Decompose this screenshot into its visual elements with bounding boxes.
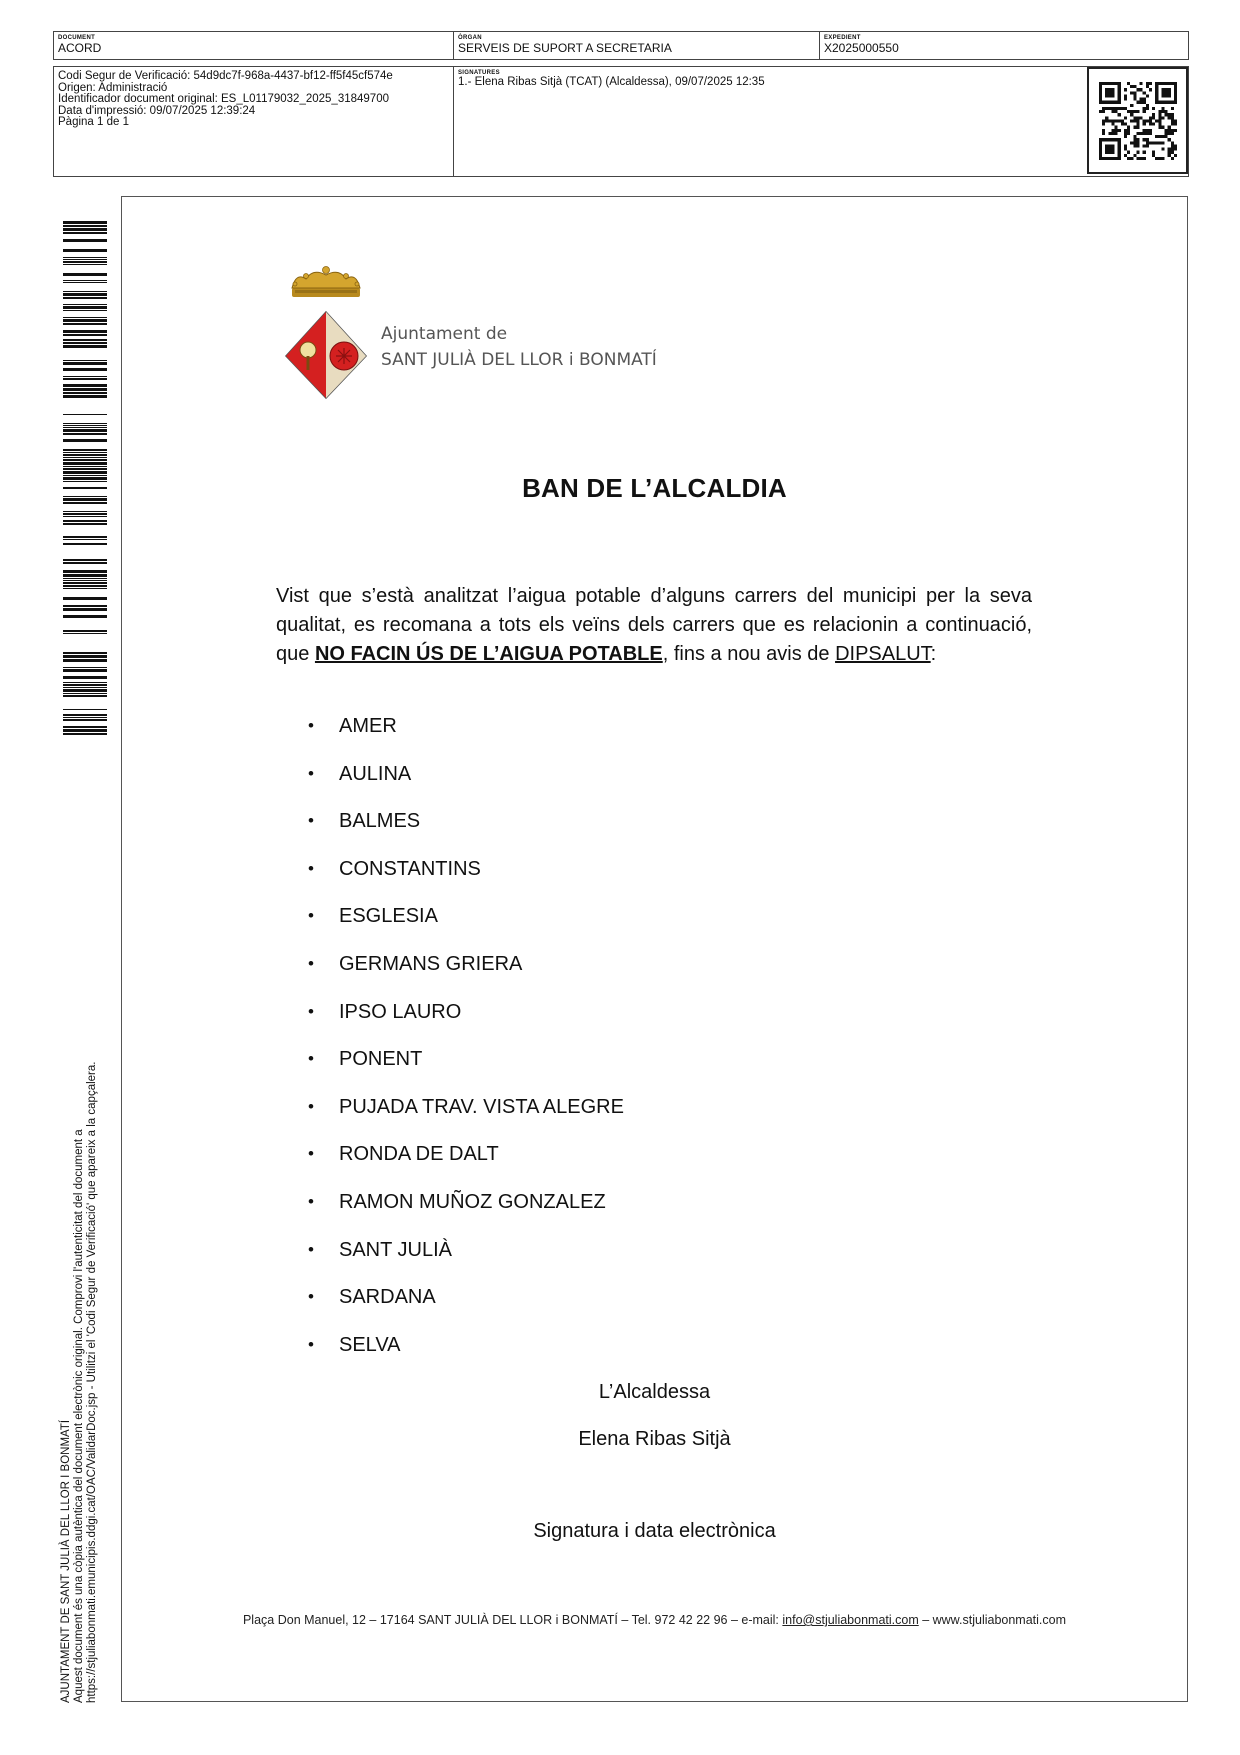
municipal-coat-of-arms-icon — [281, 266, 371, 401]
street-list — [276, 714, 624, 1380]
footer-web: – www.stjuliabonmati.com — [918, 1613, 1067, 1627]
municipality-name-line-2: SANT JULIÀ DEL LLOR i BONMATÍ — [381, 350, 657, 370]
footer-email-link[interactable]: info@stjuliabonmati.com — [782, 1613, 919, 1627]
origin-line: Origen: Administració — [58, 81, 168, 94]
expedient-caption: EXPEDIENT — [824, 35, 861, 41]
street-item: • AULINA — [276, 762, 624, 810]
street-item: • CONSTANTINS — [276, 857, 624, 905]
side-text-line-3: https://stjuliabonmati.emunicipis.ddgi.cat/OAC/ValidarDoc.jsp - Utilitzi el 'Codi Segur de Verificació' que apareix a la capçalera. — [86, 1061, 98, 1703]
street-item: • ESGLESIA — [276, 904, 624, 952]
verification-header-row — [53, 66, 1189, 177]
street-item: • AMER — [276, 714, 624, 762]
footer-address: Plaça Don Manuel, 12 – 17164 SANT JULIÀ DEL LLOR i BONMATÍ – Tel. 972 42 22 96 – e-mail: — [242, 1613, 783, 1627]
municipality-name-line-1: Ajuntament de — [381, 324, 508, 344]
side-authenticity-note — [60, 983, 99, 1703]
document-title: BAN DE L’ALCALDIA — [522, 473, 787, 503]
intro-text-before: Vist que s’està analitzat l’aigua potable d’alguns carrers del municipi per la seva qualitat, es recomana a tots els veïns dels carrers que es relacionin a continuació, que — [276, 585, 1032, 665]
intro-text-middle: , fins a nou avis de — [662, 643, 836, 665]
signatures-caption: SIGNATURES — [458, 70, 500, 76]
expedient-cell — [820, 32, 1188, 59]
expedient-value: X2025000550 — [824, 41, 899, 55]
street-item: • RAMON MUÑOZ GONZALEZ — [276, 1190, 624, 1238]
intro-agency: DIPSALUT — [835, 643, 931, 665]
original-identifier: Identificador document original: ES_L01179032_2025_31849700 — [58, 93, 389, 105]
municipality-name — [381, 321, 657, 373]
street-item: • SARDANA — [276, 1285, 624, 1333]
qr-code-box — [1087, 67, 1188, 174]
page-number: Pàgina 1 de 1 — [58, 116, 129, 128]
street-item: • IPSO LAURO — [276, 1000, 624, 1048]
barcode-icon — [63, 212, 107, 740]
document-header-row — [53, 31, 1189, 60]
street-item: • RONDA DE DALT — [276, 1142, 624, 1190]
qr-code-icon — [1099, 82, 1177, 160]
organ-caption: ÒRGAN — [458, 35, 482, 41]
signature-entry: 1.- Elena Ribas Sitjà (TCAT) (Alcaldessa), 09/07/2025 12:35 — [458, 76, 765, 88]
signer-name: Elena Ribas Sitjà — [578, 1428, 731, 1450]
intro-paragraph — [276, 582, 1032, 669]
signatures-cell — [454, 67, 1188, 176]
signer-role: L’Alcaldessa — [598, 1381, 711, 1403]
footer-contact — [121, 1613, 1188, 1627]
signature-note: Signatura i data electrònica — [533, 1520, 776, 1542]
street-item: • SELVA — [276, 1333, 624, 1381]
street-item: • PUJADA TRAV. VISTA ALEGRE — [276, 1095, 624, 1143]
document-type-caption: DOCUMENT — [58, 35, 96, 41]
street-item: • PONENT — [276, 1047, 624, 1095]
street-item: • SANT JULIÀ — [276, 1238, 624, 1286]
crown-icon — [292, 267, 360, 298]
intro-warning: NO FACIN ÚS DE L’AIGUA POTABLE — [314, 643, 663, 665]
shield-icon — [286, 312, 366, 398]
print-date: Data d'impressió: 09/07/2025 12:39:24 — [58, 104, 256, 117]
street-item: • GERMANS GRIERA — [276, 952, 624, 1000]
side-text-line-1: AJUNTAMENT DE SANT JULIÀ DEL LLOR I BONMATÍ — [60, 1419, 72, 1703]
csv-code: Codi Segur de Verificació: 54d9dc7f-968a-4437-bf12-ff5f45cf574e — [58, 70, 393, 82]
side-text-line-2: Aquest document és una còpia autèntica del document electrònic original. Comprovi l'autenticitat del document a — [73, 1129, 85, 1703]
intro-text-after: : — [930, 643, 937, 665]
document-type-cell — [54, 32, 454, 59]
street-item: • BALMES — [276, 809, 624, 857]
verification-meta — [54, 67, 454, 176]
document-type-value: ACORD — [58, 41, 102, 55]
organ-cell — [454, 32, 820, 59]
organ-value: SERVEIS DE SUPORT A SECRETARIA — [458, 41, 672, 55]
